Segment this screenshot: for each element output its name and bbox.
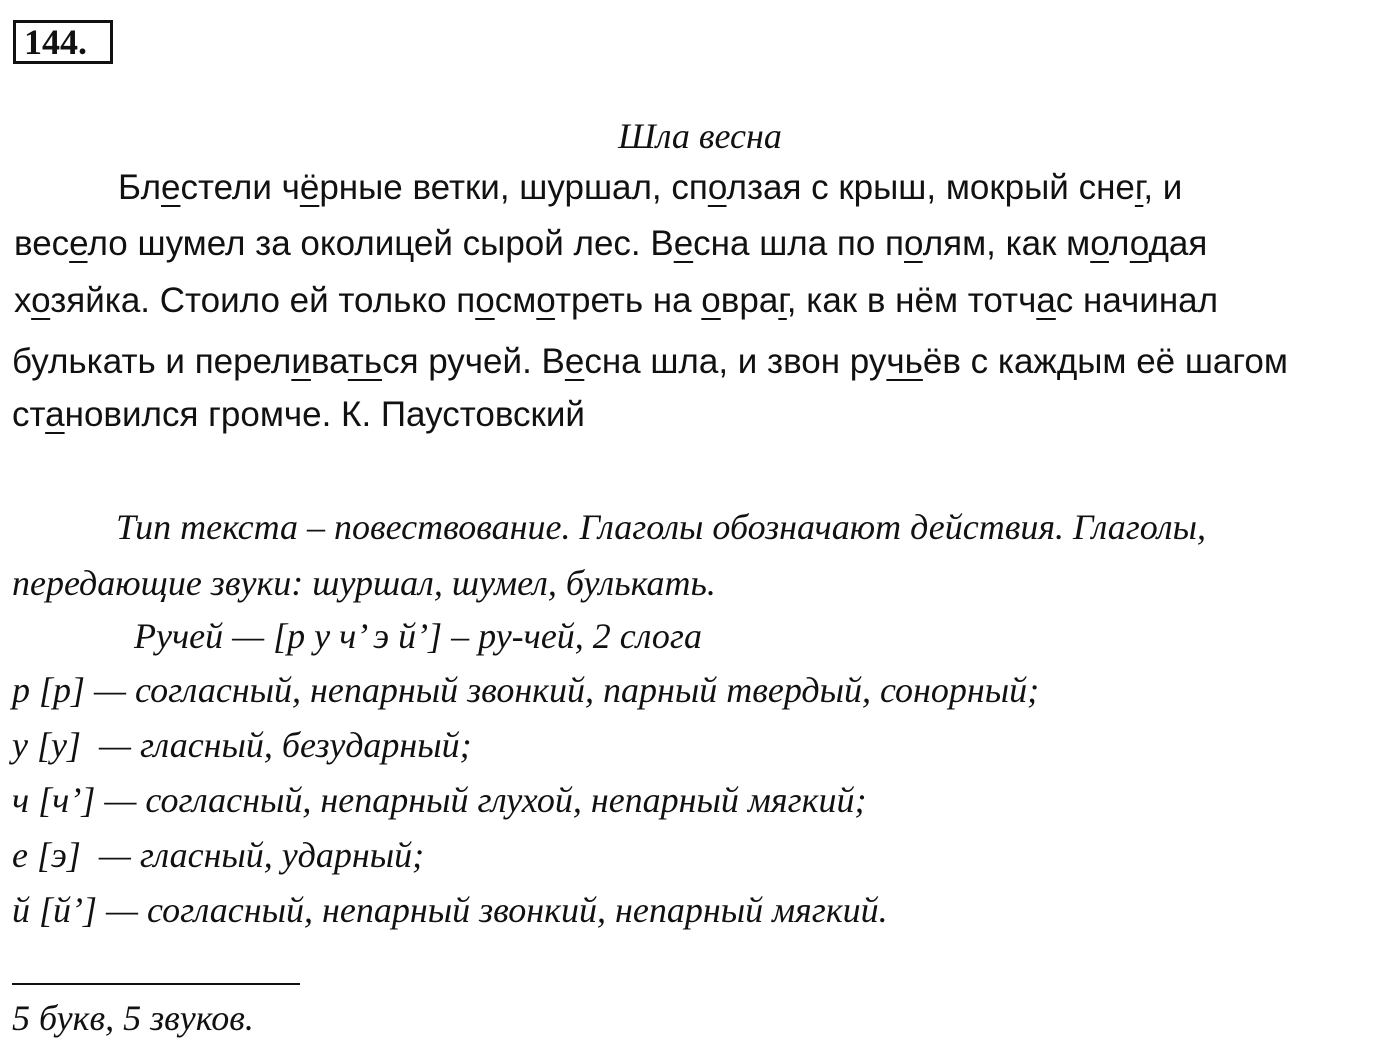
footnote: 5 букв, 5 звуков. [12, 998, 254, 1038]
underlined-letter: ё [299, 168, 320, 207]
underlined-letter: чь [886, 342, 923, 381]
sound-line-y: й [й’] — согласный, непарный звонкий, непарный мягкий. [12, 890, 888, 930]
story-line-4 [12, 340, 1288, 384]
text-segment: л [1108, 224, 1130, 263]
underlined-letter: е [161, 168, 181, 207]
text-segment: дая [1148, 224, 1208, 263]
text-segment: ст [12, 395, 46, 434]
text-type-line-2: передающие звуки: шуршал, шумел, булькать. [12, 563, 716, 603]
underlined-letter: г [778, 281, 787, 320]
text-segment: ло шумел за околицей сырой лес. В [87, 224, 674, 263]
story-line-2 [14, 222, 1207, 266]
underlined-letter: о [903, 224, 923, 263]
footnote-divider [12, 983, 300, 985]
underlined-letter: а [1036, 281, 1056, 320]
story-line-3 [14, 279, 1218, 323]
sound-line-r: р [р] — согласный, непарный звонкий, парный твердый, сонорный; [12, 670, 1040, 710]
text-segment: лям, как м [922, 224, 1091, 263]
story-title: Шла весна [618, 116, 782, 156]
underlined-letter: е [673, 224, 694, 263]
sound-line-u: у [у] — гласный, безударный; [12, 725, 472, 765]
text-segment: Бл [118, 168, 161, 207]
text-segment: стели ч [180, 168, 300, 207]
word-transcription: Ручей — [р у ч’ э й’] – ру-чей, 2 слога [134, 616, 702, 656]
text-segment: сна шла, и звон ру [584, 342, 887, 381]
text-segment: зяйка. Стоило ей только п [50, 281, 476, 320]
text-segment: , как в нём тотч [786, 281, 1037, 320]
text-segment: х [14, 281, 32, 320]
text-segment: , и [1143, 168, 1183, 207]
underlined-letter: и [291, 342, 311, 381]
text-segment: лзая с крыш, мокрый сне [726, 168, 1135, 207]
underlined-letter: о [1090, 224, 1109, 263]
sound-line-e: е [э] — гласный, ударный; [12, 835, 425, 875]
text-type-line-1: Тип текста – повествование. Глаголы обозначают действия. Глаголы, [116, 507, 1206, 547]
underlined-letter: о [475, 281, 495, 320]
text-segment: сна шла по п [693, 224, 904, 263]
text-segment: ёв с каждым её шагом [922, 342, 1288, 381]
text-segment: с начинал [1055, 281, 1219, 320]
text-segment: вес [14, 224, 70, 263]
underlined-letter: г [1134, 168, 1144, 207]
underlined-letter: о [701, 281, 721, 320]
underlined-letter: о [707, 168, 727, 207]
sound-line-ch: ч [ч’] — согласный, непарный глухой, непарный мягкий; [12, 780, 867, 820]
underlined-letter: е [564, 342, 585, 381]
exercise-number: 144. [13, 20, 113, 64]
text-segment: рные ветки, шуршал, сп [319, 168, 708, 207]
text-segment: треть на [554, 281, 702, 320]
underlined-letter: о [31, 281, 51, 320]
text-segment: ся ручей. В [382, 342, 565, 381]
text-segment: вра [720, 281, 779, 320]
story-line-1 [118, 166, 1182, 210]
underlined-letter: о [1129, 224, 1149, 263]
text-segment: ва [310, 342, 348, 381]
underlined-letter: а [45, 395, 65, 434]
underlined-letter: е [69, 224, 88, 263]
underlined-letter: ть [347, 342, 383, 381]
text-segment: см [494, 281, 537, 320]
underlined-letter: о [536, 281, 555, 320]
text-segment: булькать и перел [12, 342, 292, 381]
text-segment: новился громче. К. Паустовский [64, 395, 585, 434]
story-line-5 [12, 393, 585, 437]
